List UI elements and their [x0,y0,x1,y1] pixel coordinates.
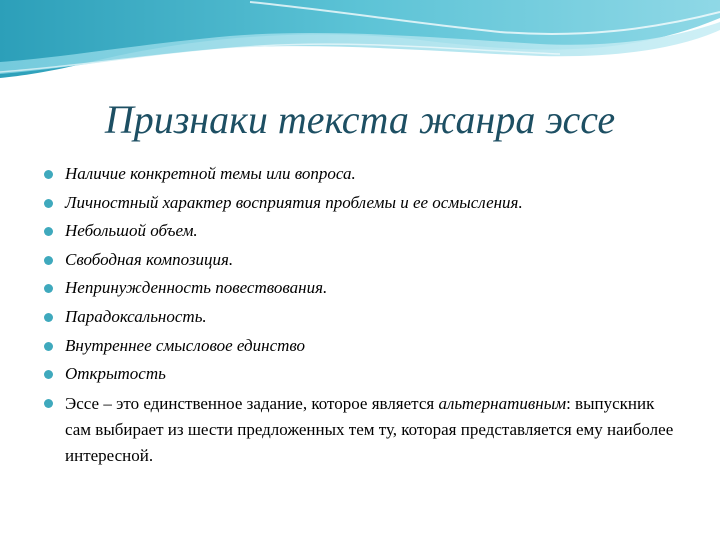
bullet-icon [44,399,53,408]
list-item-text: Открытость [65,364,166,384]
list-item-text: Парадоксальность. [65,306,207,326]
bullet-icon [44,313,53,322]
list-item [44,246,684,275]
bullet-icon [44,170,53,179]
list-item-text: Непринужденность повествования. [65,278,328,298]
bullet-icon [44,199,53,208]
bullet-icon [44,342,53,351]
list-item-text: Наличие конкретной темы или вопроса. [65,164,356,183]
list-item-emphasis: альтернативным [438,393,567,413]
list-item [44,332,684,361]
list-item [44,160,684,189]
bullet-list [44,160,684,469]
list-item-text: Личностный характер восприятия проблемы и ее осмысления. [65,192,523,212]
list-item-text: Свободная композиция. [65,249,234,269]
list-item [44,274,684,303]
bullet-icon [44,256,53,265]
list-item-text: Небольшой объем. [65,221,198,241]
list-item-text-before: Эссе – это единственное задание, которое является [65,393,439,413]
list-item [44,360,684,389]
list-item [44,303,684,332]
bullet-icon [44,227,53,236]
list-item-final [44,391,684,469]
list-item-text-after: : выпускник сам выбирает из шести предложенных тем ту, которая представляется ему наиболее интересной. [65,393,674,465]
list-item-text: Внутреннее смысловое единство [65,335,306,355]
wave-decoration [0,0,720,90]
bullet-icon [44,370,53,379]
bullet-icon [44,284,53,293]
list-item [44,189,684,218]
slide-title: Признаки текста жанра эссе [104,97,616,142]
list-item [44,217,684,246]
